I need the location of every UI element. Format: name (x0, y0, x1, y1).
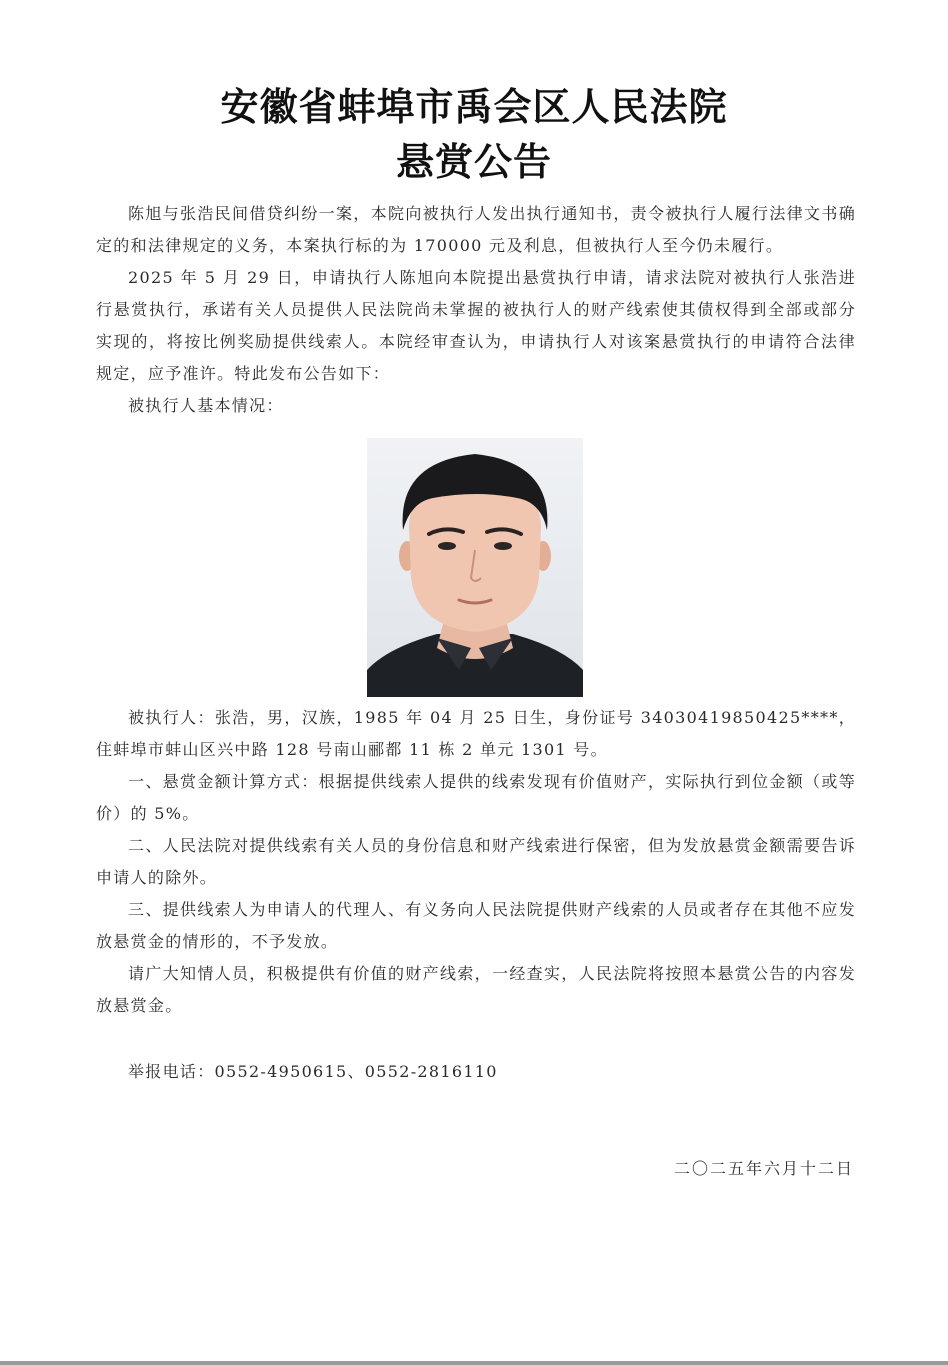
reward-item-3: 三、提供线索人为申请人的代理人、有义务向人民法院提供财产线索的人员或者存在其他不应发放悬赏金的情形的，不予发放。 (96, 900, 856, 951)
case-paragraph: 陈旭与张浩民间借贷纠纷一案，本院向被执行人发出执行通知书，责令被执行人履行法律文书确定的和法律规定的义务，本案执行标的为 170000 元及利息，但被执行人至今仍未履行。 (96, 204, 856, 255)
basic-info-heading: 被执行人基本情况： (128, 396, 284, 415)
notice-title: 悬赏公告 (395, 140, 552, 184)
bottom-edge (0, 1361, 948, 1365)
notice-date: 二〇二五年六月十二日 (673, 1159, 854, 1178)
application-paragraph: 2025 年 5 月 29 日，申请执行人陈旭向本院提出悬赏执行申请，请求法院对被执行人张浩进行悬赏执行，承诺有关人员提供人民法院尚未掌握的被执行人的财产线索使其债权得到全部或部分实现的，将按比例奖励提供线索人。本院经审查认为，申请执行人对该案悬赏执行的申请符合法律规定，应予准许。特此发布公告如下： (96, 268, 856, 383)
person-photo (367, 438, 583, 697)
hotline: 举报电话：0552-4950615、0552-2816110 (128, 1062, 498, 1081)
closing-paragraph: 请广大知情人员，积极提供有价值的财产线索，一经查实，人民法院将按照本悬赏公告的内容发放悬赏金。 (96, 964, 856, 1015)
reward-item-2: 二、人民法院对提供线索有关人员的身份信息和财产线索进行保密，但为发放悬赏金额需要告诉申请人的除外。 (96, 836, 856, 887)
court-title: 安徽省蚌埠市禹会区人民法院 (220, 85, 728, 129)
person-info-paragraph: 被执行人：张浩，男，汉族，1985 年 04 月 25 日生，身份证号 34030419850425****，住蚌埠市蚌山区兴中路 128 号南山郦都 11 栋 2 单元 1301 号。 (96, 708, 856, 759)
reward-item-1: 一、悬赏金额计算方式：根据提供线索人提供的线索发现有价值财产，实际执行到位金额（或等价）的 5%。 (96, 772, 856, 823)
